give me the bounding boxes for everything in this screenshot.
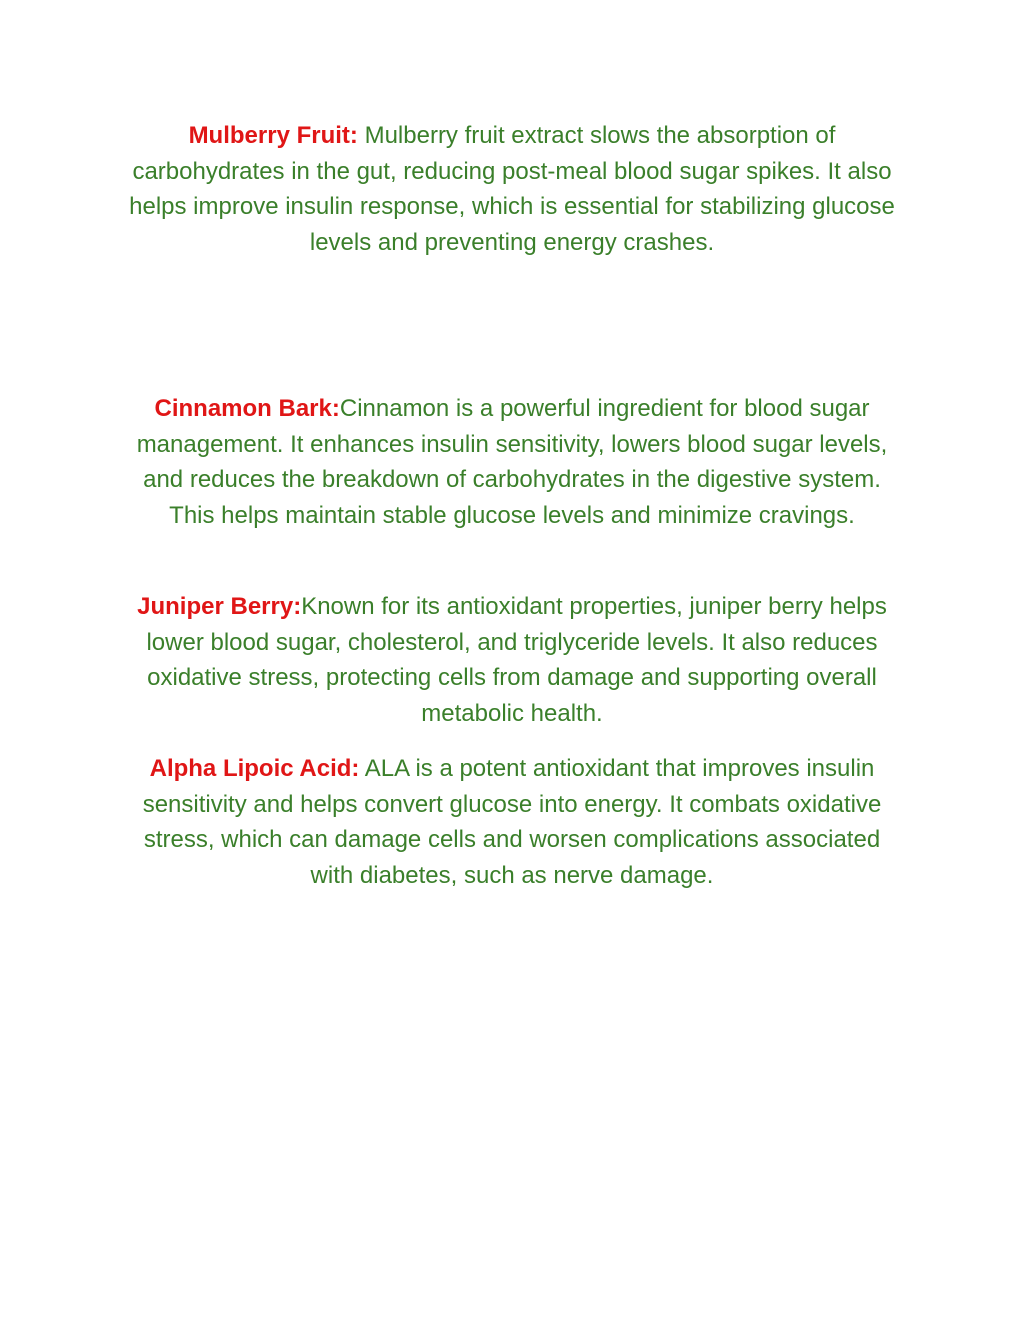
ingredient-description: Known for its antioxidant properties, juniper berry helps lower blood sugar, cholesterol, and triglyceride levels. It also reduces oxidative stress, protecting cells from damage and supporting overall metabolic health. — [146, 593, 887, 727]
ingredient-paragraph-juniper-berry — [120, 589, 904, 731]
ingredient-term: Mulberry Fruit: — [188, 122, 358, 149]
ingredient-term: Juniper Berry: — [137, 593, 302, 620]
ingredient-description: Cinnamon is a powerful ingredient for blood sugar management. It enhances insulin sensitivity, lowers blood sugar levels, and reduces the breakdown of carbohydrates in the digestive system. This helps maintain stable glucose levels and minimize cravings. — [136, 395, 888, 529]
ingredient-description: ALA is a potent antioxidant that improves insulin sensitivity and helps convert glucose into energy. It combats oxidative stress, which can damage cells and worsen complications associated with diabetes, such as nerve damage. — [142, 755, 882, 889]
ingredient-paragraph-mulberry-fruit — [120, 118, 904, 260]
ingredient-term: Alpha Lipoic Acid: — [149, 755, 360, 782]
ingredient-description: Mulberry fruit extract slows the absorption of carbohydrates in the gut, reducing post-meal blood sugar spikes. It also helps improve insulin response, which is essential for stabilizing glucose levels and preventing energy crashes. — [129, 122, 895, 256]
term-separator — [358, 122, 365, 149]
ingredient-term: Cinnamon Bark: — [154, 395, 340, 422]
ingredient-paragraph-alpha-lipoic-acid — [120, 751, 904, 893]
ingredient-paragraph-cinnamon-bark — [120, 391, 904, 533]
